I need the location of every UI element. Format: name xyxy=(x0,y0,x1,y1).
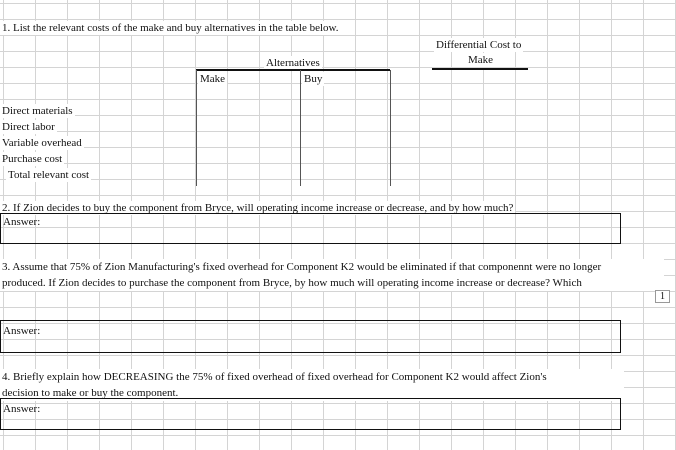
row-label-purchase-cost: Purchase cost xyxy=(2,153,63,165)
q4-question xyxy=(0,369,624,401)
row-label-variable-overhead: Variable overhead xyxy=(2,137,82,149)
q3-answer-label: Answer: xyxy=(3,325,41,337)
table-divider-end xyxy=(390,70,391,186)
q2-answer-label: Answer: xyxy=(3,216,41,228)
column-header-buy: Buy xyxy=(304,73,323,85)
q4-answer-box[interactable] xyxy=(0,398,621,430)
table-divider-make xyxy=(196,70,197,186)
row-label-total-relevant-cost: Total relevant cost xyxy=(8,169,90,181)
alternatives-header: Alternatives xyxy=(266,57,320,69)
column-header-make: Make xyxy=(200,73,226,85)
q4-answer-label: Answer: xyxy=(3,403,41,415)
differential-cost-header-make: Make xyxy=(468,54,494,66)
differential-cost-header: Differential Cost to xyxy=(436,39,522,51)
q3-question-line2: produced. If Zion decides to purchase the component from Bryce, by how much will operating income increase or decrease? Which xyxy=(2,277,582,289)
alternatives-underline xyxy=(196,69,390,71)
q3-question xyxy=(0,259,664,291)
q4-question-line1: 4. Briefly explain how DECREASING the 75% of fixed overhead of fixed overhead for Component K2 would affect Zion's xyxy=(2,371,547,383)
q4-question-line2: decision to make or buy the component. xyxy=(2,387,179,399)
q3-answer-box[interactable] xyxy=(0,320,621,353)
row-label-direct-materials: Direct materials xyxy=(2,105,73,117)
page-number: 1 xyxy=(655,290,670,303)
q2-answer-box[interactable] xyxy=(0,213,621,244)
q1-title: 1. List the relevant costs of the make and buy alternatives in the table below. xyxy=(2,22,339,34)
q2-question: 2. If Zion decides to buy the component from Bryce, will operating income increase or decrease, and by how much? xyxy=(2,202,514,214)
q3-question-line1: 3. Assume that 75% of Zion Manufacturing's fixed overhead for Component K2 would be eliminated if that componennt were no longer xyxy=(2,261,602,273)
row-label-direct-labor: Direct labor xyxy=(2,121,55,133)
table-divider-buy xyxy=(300,70,301,186)
differential-header-underline xyxy=(432,68,528,70)
